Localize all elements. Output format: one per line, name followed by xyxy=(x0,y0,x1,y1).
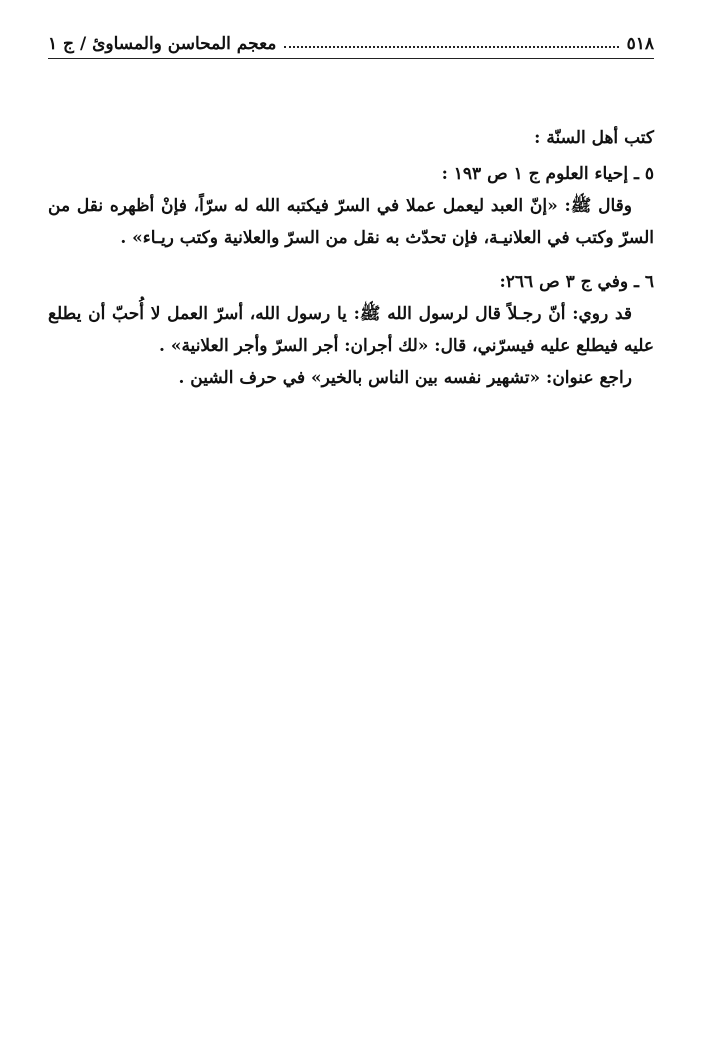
cross-reference-paragraph: راجع عنوان: «تشهير نفسه بين الناس بالخير» في حرف الشين . xyxy=(178,368,632,388)
header-rule xyxy=(48,58,654,59)
spacer xyxy=(48,254,654,262)
running-title: معجم المحاسن والمساوئ / ج ١ xyxy=(48,34,277,54)
hadith-paragraph: قد روي: أنّ رجـلاً قال لرسول الله ﷺ: يا رسول الله، أسرّ العمل لا أُحبّ أن يطلع عليه فيطلع عليه فيسرّني، قال: «لك أجران: أجر السرّ وأجر العلانية» . xyxy=(48,304,654,356)
citation-ihya-al-ulum xyxy=(48,158,654,254)
citation-volume-3 xyxy=(48,266,654,394)
page-body xyxy=(48,122,654,394)
section-heading: كتب أهل السنّة : xyxy=(534,128,654,148)
header-dot-leader xyxy=(284,45,618,48)
hadith-paragraph: وقال ﷺ: «إنّ العبد ليعمل عملا في السرّ فيكتبه الله له سرّاً، فإنْ أظهره نقل من السرّ وكتب في العلانيـة، فإن تحدّث به نقل من السرّ والعلانية وكتب ريـاء» . xyxy=(48,196,654,248)
citation-heading: ٥ ـ إحياء العلوم ج ١ ص ١٩٣ : xyxy=(441,164,654,184)
citation-heading: ٦ ـ وفي ج ٣ ص ٢٦٦: xyxy=(499,272,654,292)
page-header xyxy=(48,26,654,54)
page-number: ٥١٨ xyxy=(626,34,654,54)
